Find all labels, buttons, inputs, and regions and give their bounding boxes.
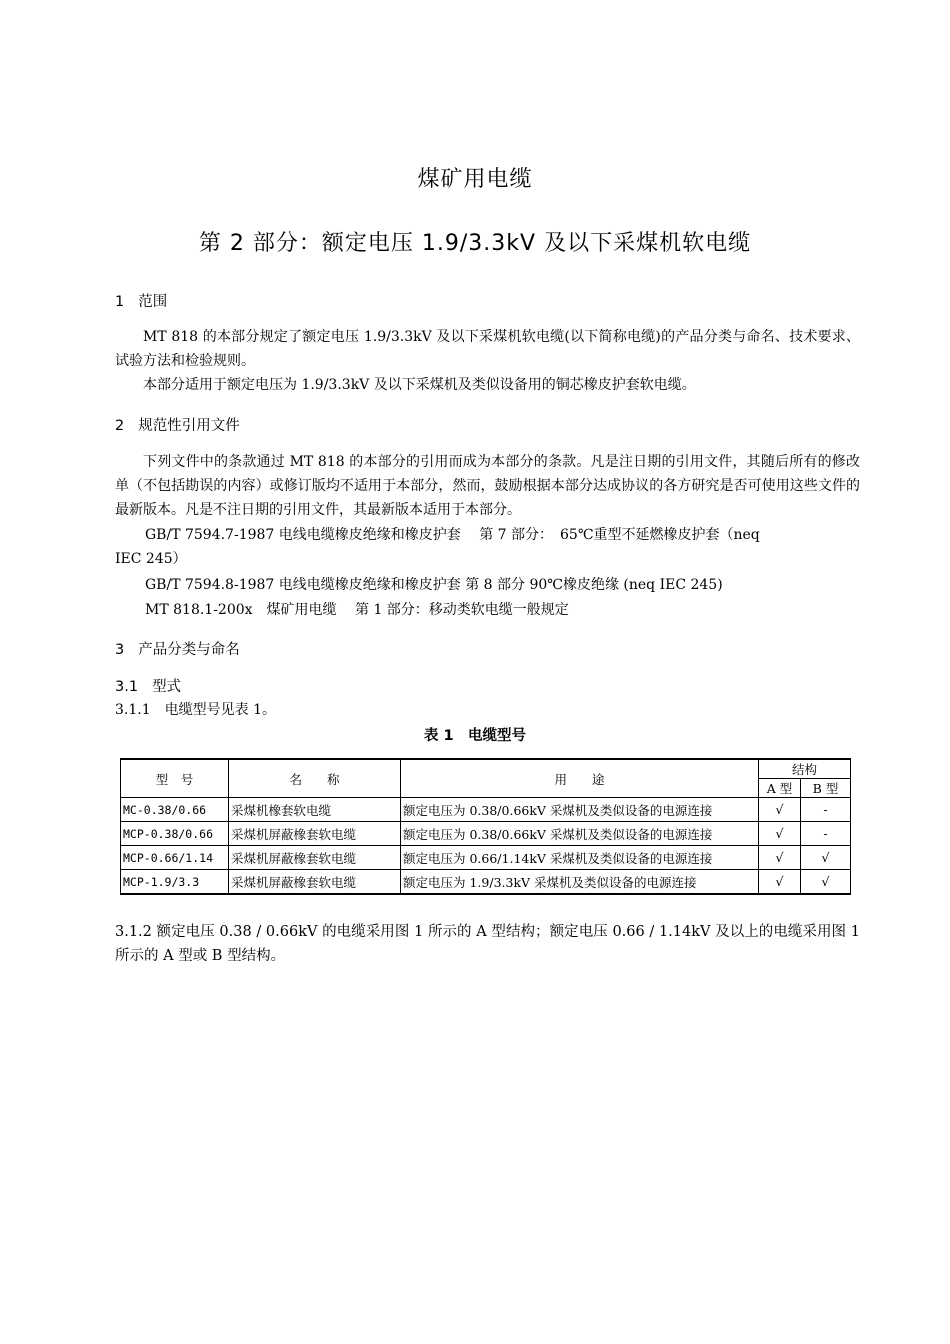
cell-use: 额定电压为 1.9/3.3kV 采煤机及类似设备的电源连接 xyxy=(401,870,759,895)
table-caption: 表 1 电缆型号 xyxy=(423,728,527,744)
section-number: 3.1 xyxy=(115,679,139,695)
section-1-paragraph-2: 本部分适用于额定电压为 1.9/3.3kV 及以下采煤机及类似设备用的铜芯橡皮护套软电缆。 xyxy=(143,377,696,393)
document-subtitle: 第 2 部分：额定电压 1.9/3.3kV 及以下采煤机软电缆 xyxy=(198,231,752,256)
cell-model: MC-0.38/0.66 xyxy=(121,798,229,822)
header-type-b: B 型 xyxy=(801,779,851,798)
header-structure: 结构 xyxy=(759,759,851,779)
cell-type-a: √ xyxy=(759,798,801,822)
section-title: 产品分类与命名 xyxy=(138,642,240,658)
section-1-paragraph-1: MT 818 的本部分规定了额定电压 1.9/3.3kV 及以下采煤机软电缆(以下简称电缆)的产品分类与命名、技术要求、试验方法和检验规则。 xyxy=(115,329,860,369)
cell-type-b: √ xyxy=(801,870,851,895)
table-row xyxy=(121,822,851,846)
section-2-heading xyxy=(115,414,240,435)
section-title: 型式 xyxy=(152,679,182,695)
section-3-heading xyxy=(115,638,240,659)
cell-name: 采煤机屏蔽橡套软电缆 xyxy=(229,822,401,846)
section-2-paragraph-1: 下列文件中的条款通过 MT 818 的本部分的引用而成为本部分的条款。凡是注日期的引用文件，其随后所有的修改单（不包括勘误的内容）或修订版均不适用于本部分，然而，鼓励根据本部分达成协议的各方研究是否可使用这些文件的最新版本。凡是不注日期的引用文件，其最新版本适用于本部分。 xyxy=(115,454,860,518)
cell-model: MCP-1.9/3.3 xyxy=(121,870,229,895)
reference-1-line-1: GB/T 7594.7-1987 电线电缆橡皮绝缘和橡皮护套 第 7 部分： 65℃重型不延燃橡皮护套（neq xyxy=(145,527,760,543)
section-number: 1 xyxy=(115,294,125,310)
header-use: 用 途 xyxy=(401,759,759,798)
cell-name: 采煤机屏蔽橡套软电缆 xyxy=(229,870,401,895)
document-title: 煤矿用电缆 xyxy=(417,167,533,192)
cell-type-b: √ xyxy=(801,846,851,870)
table-row xyxy=(121,798,851,822)
cell-use: 额定电压为 0.38/0.66kV 采煤机及类似设备的电源连接 xyxy=(401,822,759,846)
header-type-a: A 型 xyxy=(759,779,801,798)
cell-type-a: √ xyxy=(759,822,801,846)
cell-type-b: - xyxy=(801,798,851,822)
section-number: 3 xyxy=(115,642,125,658)
clause-3-1-2: 3.1.2 额定电压 0.38 / 0.66kV 的电缆采用图 1 所示的 A 型结构；额定电压 0.66 / 1.14kV 及以上的电缆采用图 1 所示的 A 型或 B 型结构。 xyxy=(115,924,860,964)
section-title: 范围 xyxy=(138,294,168,310)
section-number: 2 xyxy=(115,418,125,434)
cell-name: 采煤机屏蔽橡套软电缆 xyxy=(229,846,401,870)
reference-2: GB/T 7594.8-1987 电线电缆橡皮绝缘和橡皮护套 第 8 部分 90℃橡皮绝缘 (neq IEC 245) xyxy=(145,577,723,593)
cell-type-a: √ xyxy=(759,846,801,870)
section-3-1-heading xyxy=(115,675,181,696)
clause-3-1-1: 3.1.1 电缆型号见表 1。 xyxy=(115,702,276,718)
table-row xyxy=(121,846,851,870)
cell-model: MCP-0.38/0.66 xyxy=(121,822,229,846)
cable-model-table xyxy=(120,758,851,895)
section-title: 规范性引用文件 xyxy=(138,418,240,434)
reference-3: MT 818.1-200x 煤矿用电缆 第 1 部分：移动类软电缆一般规定 xyxy=(145,602,569,618)
reference-1-line-2: IEC 245） xyxy=(115,551,187,567)
table-row xyxy=(121,870,851,895)
cell-type-b: - xyxy=(801,822,851,846)
header-name: 名 称 xyxy=(229,759,401,798)
cell-type-a: √ xyxy=(759,870,801,895)
cell-use: 额定电压为 0.66/1.14kV 采煤机及类似设备的电源连接 xyxy=(401,846,759,870)
section-1-heading xyxy=(115,290,167,311)
cell-name: 采煤机橡套软电缆 xyxy=(229,798,401,822)
header-model: 型 号 xyxy=(121,759,229,798)
cell-model: MCP-0.66/1.14 xyxy=(121,846,229,870)
cell-use: 额定电压为 0.38/0.66kV 采煤机及类似设备的电源连接 xyxy=(401,798,759,822)
